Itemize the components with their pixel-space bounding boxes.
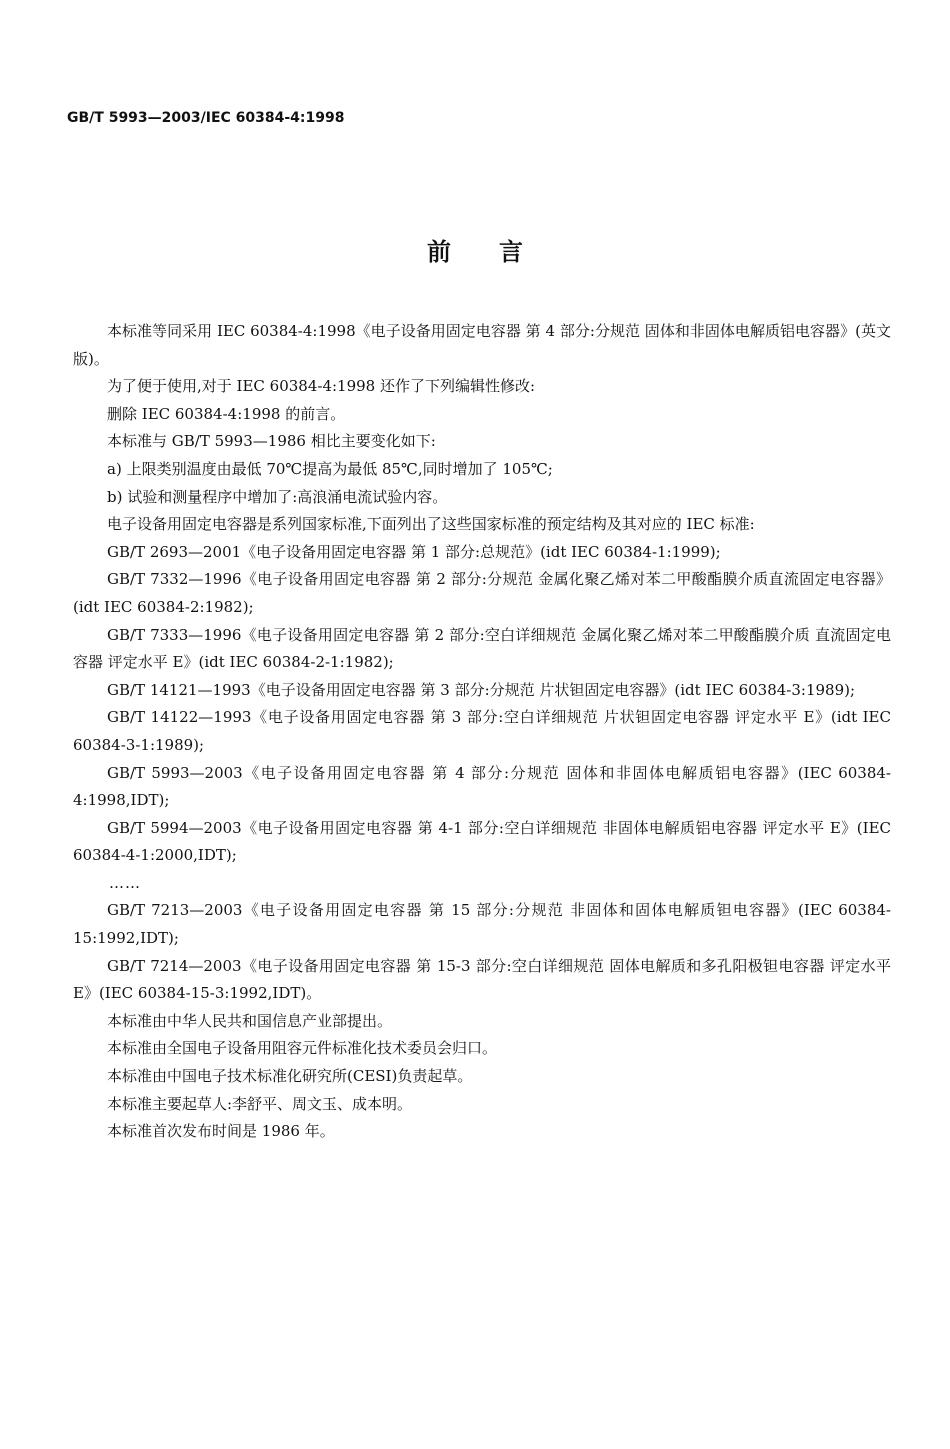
standard-list-item: GB/T 7213—2003《电子设备用固定电容器 第 15 部分:分规范 非固体和固体电解质钽电容器》(IEC 60384-15:1992,IDT); xyxy=(73,901,891,948)
paragraph-edit-item: 删除 IEC 60384-4:1998 的前言。 xyxy=(107,404,346,423)
page-title: 前言 xyxy=(427,238,571,266)
standard-list-item: GB/T 7333—1996《电子设备用固定电容器 第 2 部分:空白详细规范 金属化聚乙烯对苯二甲酸酯膜介质 直流固定电容器 评定水平 E》(idt IEC 60384-2-1:1982); xyxy=(73,625,891,672)
standard-list-item: GB/T 14122—1993《电子设备用固定电容器 第 3 部分:空白详细规范 片状钽固定电容器 评定水平 E》(idt IEC 60384-3-1:1989); xyxy=(73,708,891,754)
closing-drafters: 本标准主要起草人:李舒平、周文玉、成本明。 xyxy=(107,1094,413,1113)
list-ellipsis: …… xyxy=(109,873,141,892)
paragraph-adoption: 本标准等同采用 IEC 60384-4:1998《电子设备用固定电容器 第 4 部分:分规范 固体和非固体电解质铝电容器》(英文版)。 xyxy=(73,322,891,368)
closing-technical-committee: 本标准由全国电子设备用阻容元件标准化技术委员会归口。 xyxy=(107,1039,498,1058)
paragraph-changes-intro: 本标准与 GB/T 5993—1986 相比主要变化如下: xyxy=(107,432,436,451)
standard-list-item: GB/T 7214—2003《电子设备用固定电容器 第 15-3 部分:空白详细规范 固体电解质和多孔阳极钽电容器 评定水平 E》(IEC 60384-15-3:1992,IDT)。 xyxy=(73,956,891,1003)
standard-list-item: GB/T 5993—2003《电子设备用固定电容器 第 4 部分:分规范 固体和非固体电解质铝电容器》(IEC 60384-4:1998,IDT); xyxy=(73,763,891,810)
standard-list-item: GB/T 14121—1993《电子设备用固定电容器 第 3 部分:分规范 片状钽固定电容器》(idt IEC 60384-3:1989); xyxy=(107,680,856,699)
closing-drafting-org: 本标准由中国电子技术标准化研究所(CESI)负责起草。 xyxy=(107,1067,473,1086)
standard-list-item: GB/T 2693—2001《电子设备用固定电容器 第 1 部分:总规范》(idt IEC 60384-1:1999); xyxy=(107,542,721,561)
paragraph-series-intro: 电子设备用固定电容器是系列国家标准,下面列出了这些国家标准的预定结构及其对应的 IEC 标准: xyxy=(107,515,755,534)
standard-list-item: GB/T 5994—2003《电子设备用固定电容器 第 4-1 部分:空白详细规范 非固体电解质铝电容器 评定水平 E》(IEC 60384-4-1:2000,IDT); xyxy=(73,818,891,865)
standard-list-item: GB/T 7332—1996《电子设备用固定电容器 第 2 部分:分规范 金属化聚乙烯对苯二甲酸酯膜介质直流固定电容器》(idt IEC 60384-2:1982); xyxy=(73,570,891,616)
foreword-body xyxy=(73,318,891,1146)
change-item-a: a) 上限类别温度由最低 70℃提高为最低 85℃,同时增加了 105℃; xyxy=(107,459,553,478)
standard-code-header: GB/T 5993—2003/IEC 60384-4:1998 xyxy=(67,110,345,126)
change-item-b: b) 试验和测量程序中增加了:高浪涌电流试验内容。 xyxy=(107,487,448,506)
closing-proposed-by: 本标准由中华人民共和国信息产业部提出。 xyxy=(107,1011,393,1030)
paragraph-edits-intro: 为了便于使用,对于 IEC 60384-4:1998 还作了下列编辑性修改: xyxy=(107,377,536,396)
closing-first-release: 本标准首次发布时间是 1986 年。 xyxy=(107,1122,335,1141)
